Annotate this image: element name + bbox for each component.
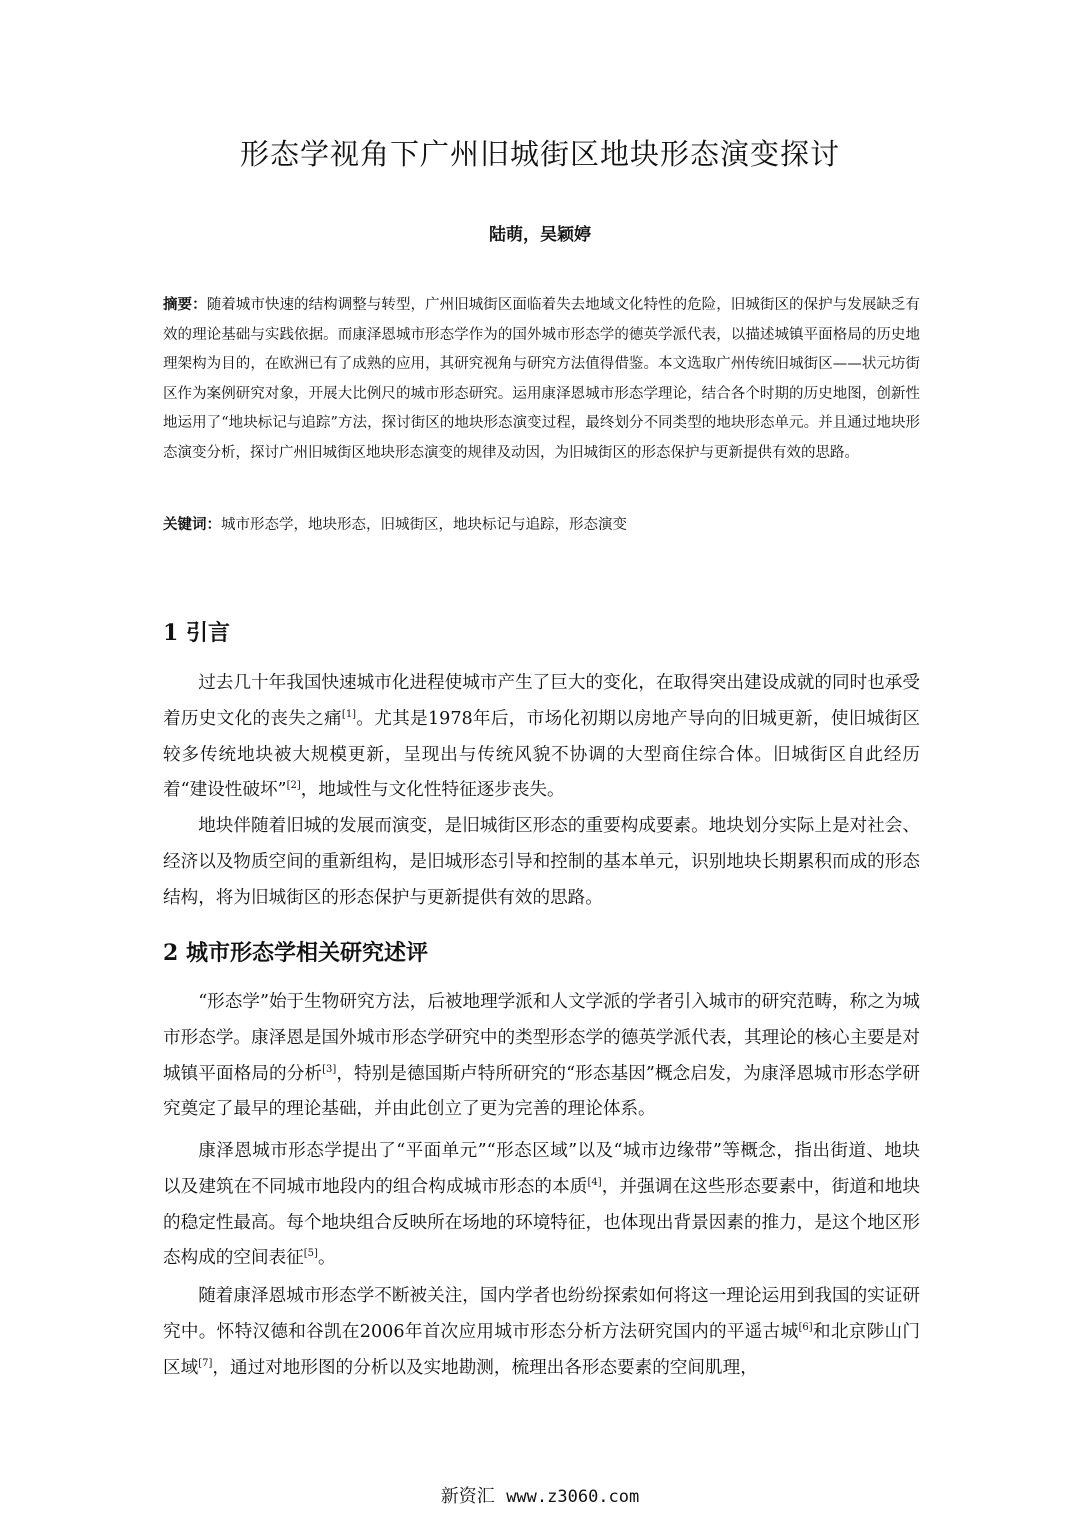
abstract-label: 摘要： (163, 296, 207, 313)
paragraph-text: 和北京陟山门区域 (163, 1321, 920, 1378)
page-footer (0, 1482, 1080, 1508)
authors-line: 陆萌，吴颖婷 (489, 225, 591, 245)
paragraph-text: 地块伴随着旧城的发展而演变，是旧城街区形态的重要构成要素。地块划分实际上是对社会、经济以及物质空间的重新组构，是旧城形态引导和控制的基本单元，识别地块长期累积而成的形态结构，将为旧城街区的形态保护与更新提供有效的思路。 (163, 816, 920, 908)
keywords-text: 城市形态学，地块形态，旧城街区，地块标记与追踪，形态演变 (221, 517, 627, 533)
section-2-paragraph-3 (163, 1279, 920, 1386)
abstract-text: 随着城市快速的结构调整与转型，广州旧城街区面临着失去地域文化特性的危险，旧城街区的保护与发展缺乏有效的理论基础与实践依据。而康泽恩城市形态学作为的国外城市形态学的德英学派代表，以描述城镇平面格局的历史地理架构为目的，在欧洲已有了成熟的应用，其研究视角与研究方法值得借鉴。本文选取广州传统旧城街区——状元坊街区作为案例研究对象，开展大比例尺的城市形态研究。运用康泽恩城市形态学理论，结合各个时期的历史地图，创新性地运用了“地块标记与追踪”方法，探讨街区的地块形态演变过程，最终划分不同类型的地块形态单元。并且通过地块形态演变分析，探讨广州旧城街区地块形态演变的规律及动因，为旧城街区的形态保护与更新提供有效的思路。 (163, 297, 921, 461)
paragraph-text: ，特别是德国斯卢特所研究的“形态基因”概念启发，为康泽恩城市形态学研究奠定了最早的理论基础，并由此创立了更为完善的理论体系。 (163, 1063, 920, 1120)
paragraph-text: ，并强调在这些形态要素中，街道和地块的稳定性最高。每个地块组合反映所在场地的环境特征，也体现出背景因素的推力，是这个地区形态构成的空间表征 (163, 1176, 920, 1269)
paragraph-text: ，地域性与文化性特征逐步丧失。 (300, 780, 565, 801)
section-2-paragraph-1 (163, 985, 920, 1128)
section-1-paragraph-2 (163, 809, 920, 916)
citation-ref: [4] (587, 1176, 602, 1188)
paragraph-text: 康泽恩城市形态学提出了“平面单元”“形态区域”以及“城市边缘带”等概念，指出街道、地块以及建筑在不同城市地段内的组合构成城市形态的本质 (163, 1141, 920, 1197)
paragraph-text: 随着康泽恩城市形态学不断被关注，国内学者也纷纷探索如何将这一理论运用到我国的实证研究中。怀特汉德和谷凯在2006年首次应用城市形态分析方法研究国内的平遥古城 (163, 1286, 920, 1342)
paragraph-text: ，通过对地形图的分析以及实地勘测，梳理出各形态要素的空间肌理， (212, 1357, 758, 1378)
citation-ref: [6] (798, 1321, 813, 1333)
section-2-heading: 2 城市形态学相关研究述评 (163, 940, 428, 966)
footer-url[interactable]: www.z3060.com (506, 1487, 640, 1507)
footer-site-name: 新资汇 (440, 1486, 495, 1507)
paragraph-text: 。 (317, 1248, 336, 1269)
section-2-paragraph-2 (163, 1134, 920, 1277)
keywords-label: 关键词： (163, 516, 221, 533)
citation-ref: [7] (198, 1357, 213, 1369)
abstract-block (163, 290, 920, 468)
paragraph-text: “形态学”始于生物研究方法，后被地理学派和人文学派的学者引入城市的研究范畴，称之为城市形态学。康泽恩是国外城市形态学研究中的类型形态学的德英学派代表，其理论的核心主要是对城镇平面格局的分析 (163, 992, 920, 1084)
keywords-block (163, 510, 920, 540)
citation-ref: [2] (286, 780, 301, 792)
paragraph-text: 过去几十年我国快速城市化进程使城市产生了巨大的变化，在取得突出建设成就的同时也承受着历史文化的丧失之痛 (163, 673, 920, 729)
section-1-paragraph-1 (163, 666, 920, 809)
section-1-heading: 1 引言 (163, 620, 230, 646)
paragraph-text: 。尤其是1978年后，市场化初期以房地产导向的旧城更新，使旧城街区较多传统地块被大规模更新，呈现出与传统风貌不协调的大型商住综合体。旧城街区自此经历着“建设性破坏” (163, 708, 920, 801)
citation-ref: [3] (322, 1063, 337, 1075)
citation-ref: [1] (341, 708, 357, 720)
paper-title: 形态学视角下广州旧城街区地块形态演变探讨 (239, 137, 840, 171)
citation-ref: [5] (303, 1248, 318, 1260)
